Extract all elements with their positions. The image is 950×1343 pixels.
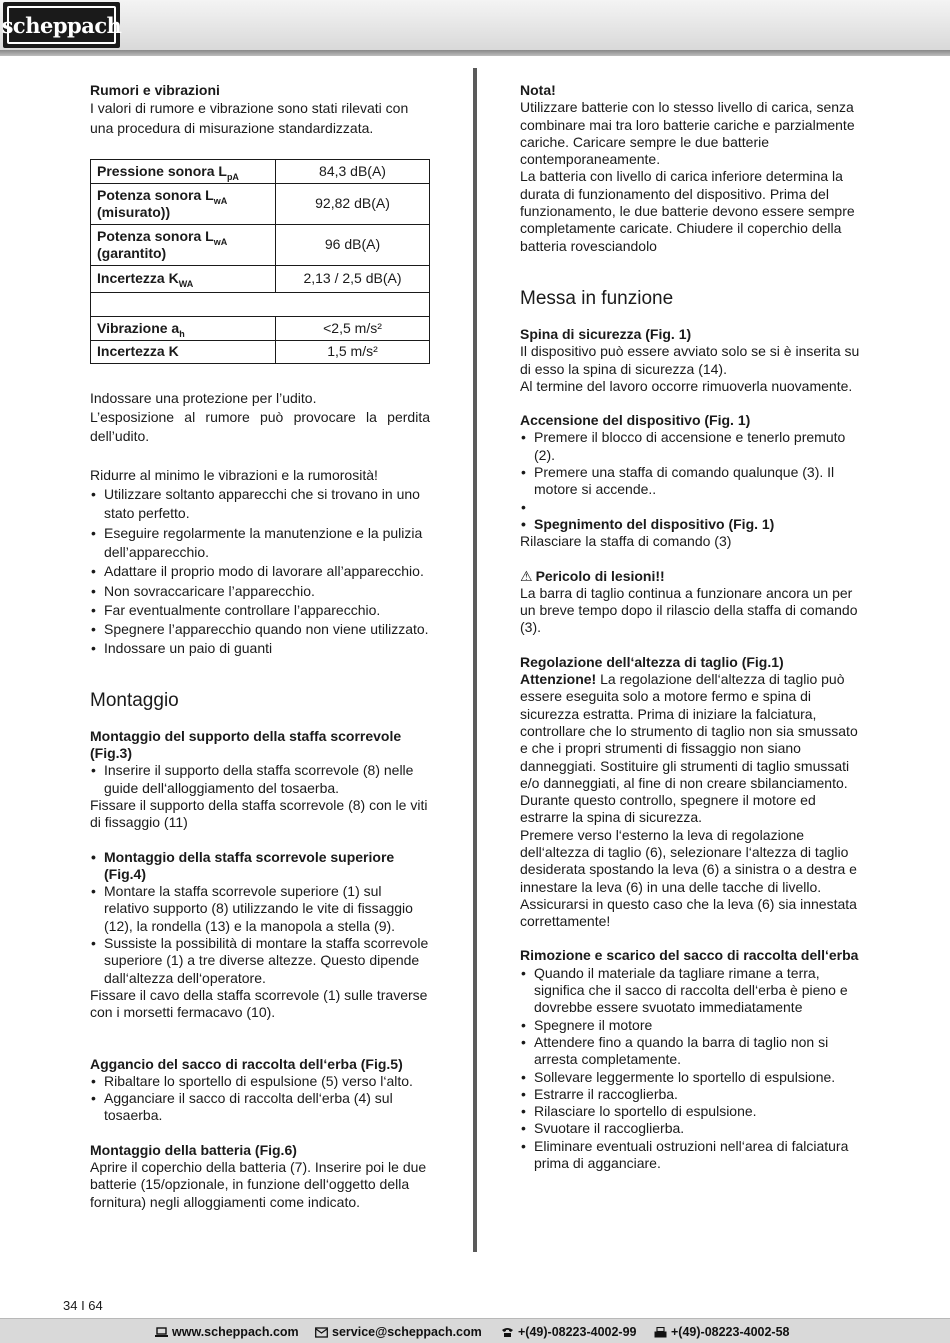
cut-height-text-2: Premere verso l‘esterno la leva di regolazione dell‘altezza di taglio (6), selezionare l‘altezza di taglio desiderata spostando la leva (6) a sinistra o a destra e innestare la leva (6) in una delle tacche di livello.	[520, 826, 857, 895]
switch-off-text: Rilasciare la staffa di comando (3)	[520, 533, 732, 550]
remove-bag-title: Rimozione e scarico del sacco di raccolta dell‘erba	[520, 947, 859, 964]
nota-title: Nota!	[520, 82, 556, 98]
spec-label: Potenza sonora $L_{wA}$ (garantito)	[91, 224, 276, 265]
list-item: • Eseguire regolarmente la manutenzione e la pulizia dell’apparecchio.	[90, 524, 430, 563]
remove-bag-list	[520, 965, 862, 1173]
spec-label: Incertezza $K_{WA}$	[91, 265, 276, 292]
spec-value: <2,5 m/s²	[276, 316, 430, 340]
spec-label: Pressione sonora $L_{pA}$	[91, 159, 276, 183]
cut-height-text-1: Attenzione! La regolazione dell‘altezza di taglio può essere eseguita solo a motore fermo e spina di sicurezza estratta. Prima di iniziare la falciatura, controllare che lo strumento di taglio non sia smussato e che i propri strumenti di fissaggio non siano danneggiati. Sostituire gli strumenti di taglio smussati e/o danneggiati, al fine di non creare sbilanciamento. Durante questo controllo, spegnere il motore ed estrarre la spina di sicurezza.	[520, 671, 858, 826]
nota-text-2: La batteria con livello di carica inferiore determina la durata di funzionamento del dispositivo. Prima del funzionamento, le due batterie devono essere sempre completamente caricate. Chiudere il coperchio della batteria rovesciandolo	[520, 168, 855, 254]
battery-title: Montaggio della batteria (Fig.6)	[90, 1141, 297, 1158]
spec-value: 1,5 m/s²	[276, 340, 430, 363]
spec-empty-cell	[91, 292, 430, 316]
danger-text: La barra di taglio continua a funzionare ancora un per un breve tempo dopo il rilascio della staffa di comando (3).	[520, 584, 858, 636]
list-item: • Spegnere il motore	[520, 1017, 862, 1034]
table-row	[91, 224, 430, 265]
phone-icon	[501, 1327, 514, 1338]
noise-text: I valori di rumore e vibrazione sono stati rilevati con una procedura di misurazione standardizzata.	[90, 100, 409, 136]
safety-key-text-2: Al termine del lavoro occorre rimuoverla nuovamente.	[520, 377, 853, 394]
spec-label: Incertezza K	[91, 340, 276, 363]
left-column	[90, 82, 430, 1211]
list-item: • Utilizzare soltanto apparecchi che si trovano in uno stato perfetto.	[90, 485, 430, 524]
upper-fix-text: Fissare il cavo della staffa scorrevole (1) sulle traverse con i morsetti fermacavo (10).	[90, 986, 428, 1021]
cut-height-text-3: Assicurarsi in questo caso che la leva (6) sia innestata correttamente!	[520, 895, 857, 930]
mail-icon	[315, 1327, 328, 1338]
list-item: • Montare la staffa scorrevole superiore (1) sul relativo supporto (8) utilizzando le vite di fissaggio (12), la rondella (13) e la manopola a stella (9).	[90, 883, 430, 935]
list-item: • Ribaltare lo sportello di espulsione (5) verso l‘alto.	[90, 1073, 430, 1090]
start-heading: Messa in funzione	[520, 287, 674, 309]
scheppach-logo	[3, 2, 120, 48]
spec-label: Vibrazione $a_h$	[91, 316, 276, 340]
page-number: 34 I 64	[63, 1298, 103, 1313]
logo-frame	[1, 6, 122, 44]
list-item: • Inserire il supporto della staffa scorrevole (8) nelle guide dell‘alloggiamento del tosaerba.	[90, 762, 430, 797]
hearing-text-1: Indossare una protezione per l’udito.	[90, 389, 317, 406]
cut-height-title: Regolazione dell‘altezza di taglio (Fig.1)	[520, 653, 784, 670]
switch-on-list	[520, 429, 862, 533]
list-item: • Rilasciare lo sportello di espulsione.	[520, 1103, 862, 1120]
list-item: • Eliminare eventuali ostruzioni nell‘area di falciatura prima di agganciare.	[520, 1138, 862, 1173]
header-rule	[0, 50, 950, 56]
bag-list	[90, 1073, 430, 1125]
footer-website[interactable]: www.scheppach.com	[155, 1325, 299, 1339]
table-row	[91, 183, 430, 224]
upper-title: • Montaggio della staffa scorrevole superiore (Fig.4)	[90, 849, 430, 884]
upper-list	[90, 883, 430, 987]
list-item: • Premere una staffa di comando qualunque (3). Il motore si accende..	[520, 464, 862, 499]
list-item: • Spegnere l’apparecchio quando non viene utilizzato.	[90, 620, 430, 639]
list-item: • Adattare il proprio modo di lavorare all’apparecchio.	[90, 562, 430, 581]
laptop-icon	[155, 1327, 168, 1338]
warning-icon: ⚠	[520, 567, 533, 584]
list-item: • Non sovraccaricare l’apparecchio.	[90, 582, 430, 601]
list-item: • Sussiste la possibilità di montare la staffa scorrevole superiore (1) a tre diverse altezze. Questo dipende dall‘altezza dell‘operatore.	[90, 935, 430, 987]
switch-on-title: Accensione del dispositivo (Fig. 1)	[520, 412, 751, 429]
footer-bar	[0, 1318, 950, 1343]
list-item: • Attendere fino a quando la barra di taglio non si arresta completamente.	[520, 1034, 862, 1069]
bag-title: Aggancio del sacco di raccolta dell‘erba (Fig.5)	[90, 1055, 403, 1072]
support-fix-text: Fissare il supporto della staffa scorrevole (8) con le viti di fissaggio (11)	[90, 796, 428, 831]
list-item: • Sollevare leggermente lo sportello di espulsione.	[520, 1069, 862, 1086]
list-item: • Quando il materiale da tagliare rimane a terra, significa che il sacco di raccolta dell‘erba è pieno e dovrebbe essere svuotato immediatamente	[520, 965, 862, 1017]
montaggio-heading: Montaggio	[90, 689, 179, 711]
spec-label: Potenza sonora $L_{wA}$ (misurato))	[91, 183, 276, 224]
upper-title-list	[90, 849, 430, 884]
list-item: • Estrarre il raccoglierba.	[520, 1086, 862, 1103]
table-row	[91, 159, 430, 183]
column-divider	[473, 68, 477, 1252]
hearing-text-2: L’esposizione al rumore può provocare la perdita dell’udito.	[90, 409, 430, 445]
footer-email[interactable]: service@scheppach.com	[315, 1325, 482, 1339]
table-row-empty	[91, 292, 430, 316]
footer-phone[interactable]: +(49)-08223-4002-99	[501, 1325, 637, 1339]
spec-value: 84,3 dB(A)	[276, 159, 430, 183]
danger-title: ⚠ Pericolo di lesioni!!	[520, 567, 665, 584]
list-item: • Agganciare il sacco di raccolta dell‘erba (4) sul tosaerba.	[90, 1090, 430, 1125]
safety-key-title: Spina di sicurezza (Fig. 1)	[520, 325, 692, 342]
header-bar	[0, 0, 950, 50]
list-item: • Far eventualmente controllare l’apparecchio.	[90, 601, 430, 620]
spec-value: 96 dB(A)	[276, 224, 430, 265]
list-item: • Premere il blocco di accensione e tenerlo premuto (2).	[520, 429, 862, 464]
reduce-intro: Ridurre al minimo le vibrazioni e la rumorosità!	[90, 466, 378, 483]
battery-text: Aprire il coperchio della batteria (7). Inserire poi le due batterie (15/opzionale, in funzione dell‘oggetto della fornitura) negli alloggiamenti come indicato.	[90, 1158, 427, 1210]
switch-off-title: • Spegnimento del dispositivo (Fig. 1)	[520, 516, 862, 533]
table-row	[91, 340, 430, 363]
spec-value: 92,82 dB(A)	[276, 183, 430, 224]
table-row	[91, 316, 430, 340]
right-column	[520, 82, 862, 1172]
fax-icon	[654, 1327, 667, 1338]
support-title: Montaggio del supporto della staffa scorrevole (Fig.3)	[90, 727, 402, 762]
reduce-list	[90, 485, 430, 659]
safety-key-text-1: Il dispositivo può essere avviato solo se si è inserita su di esso la spina di sicurezza (14).	[520, 343, 860, 377]
spec-value: 2,13 / 2,5 dB(A)	[276, 265, 430, 292]
footer-fax[interactable]: +(49)-08223-4002-58	[654, 1325, 790, 1339]
attention-label: Attenzione!	[520, 671, 597, 688]
list-item-empty	[520, 499, 862, 516]
nota-text: Utilizzare batterie con lo stesso livello di carica, senza combinare mai tra loro batterie cariche e parzialmente cariche. Caricare sempre le due batterie contemporaneamente.	[520, 99, 855, 168]
list-item: • Svuotare il raccoglierba.	[520, 1120, 862, 1137]
support-list	[90, 762, 430, 797]
table-row	[91, 265, 430, 292]
noise-title: Rumori e vibrazioni	[90, 82, 220, 98]
logo-text: scheppach	[1, 12, 122, 38]
list-item: • Indossare un paio di guanti	[90, 639, 430, 658]
specs-table	[90, 159, 430, 364]
